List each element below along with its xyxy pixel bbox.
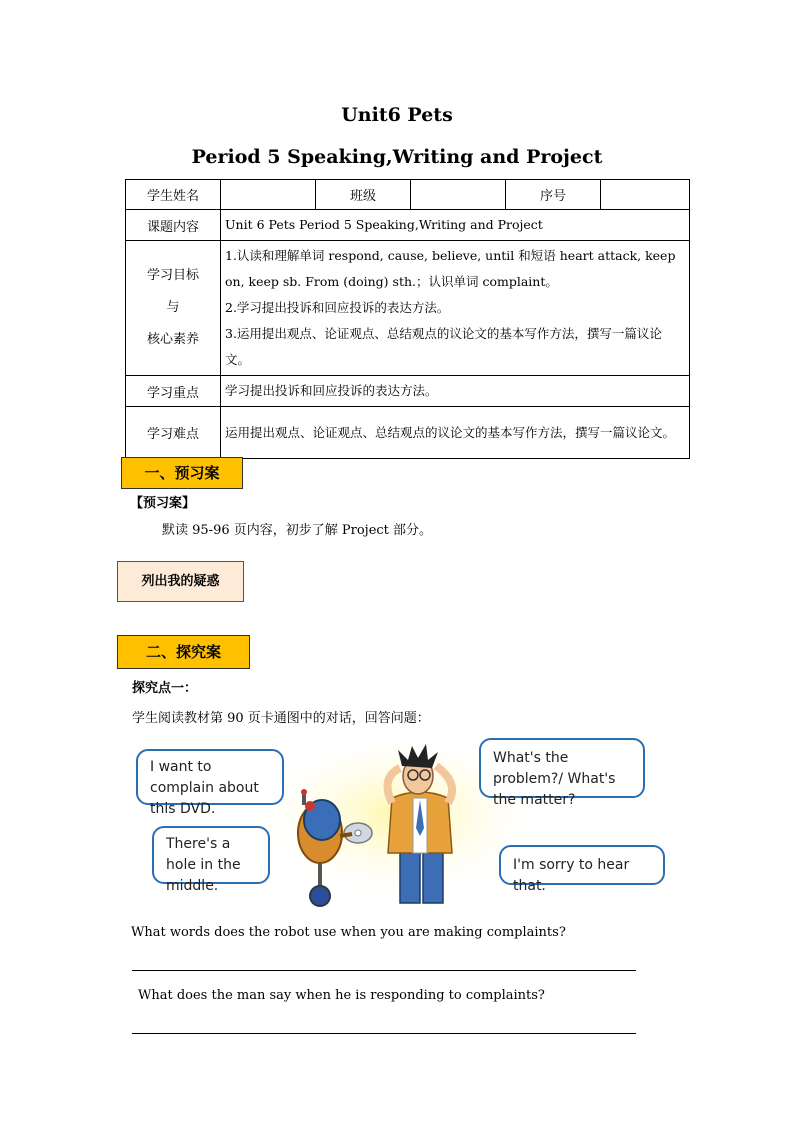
class-label: 班级 [316, 180, 411, 210]
key-points-label: 学习重点 [126, 376, 221, 407]
number-cell[interactable] [601, 180, 690, 210]
bubble-sorry [499, 845, 665, 894]
class-cell[interactable] [411, 180, 506, 210]
doubts-box[interactable]: 列出我的疑惑 [117, 561, 244, 602]
bubble-hole [152, 826, 270, 894]
name-label: 学生姓名 [126, 180, 221, 210]
bubble-complain-text: I want to complain about this DVD. [150, 759, 259, 817]
answer-line-1[interactable] [132, 970, 636, 971]
topic-label: 课题内容 [126, 210, 221, 241]
key-points-value: 学习提出投诉和回应投诉的表达方法。 [221, 376, 690, 407]
bubble-problem [479, 738, 645, 808]
goal-3: 3.运用提出观点、论证观点、总结观点的议论文的基本写作方法，撰写一篇议论文。 [225, 326, 662, 367]
goal-2: 2.学习提出投诉和回应投诉的表达方法。 [225, 300, 450, 315]
number-label: 序号 [506, 180, 601, 210]
goals-value [221, 241, 690, 376]
goals-label-line1: 学习目标 [146, 268, 199, 283]
name-cell[interactable] [221, 180, 316, 210]
answer-line-2[interactable] [132, 1033, 636, 1034]
inquiry-point: 探究点一： [132, 681, 198, 696]
lesson-info-table [125, 179, 690, 459]
page-subtitle: Period 5 Speaking,Writing and Project [191, 146, 603, 168]
difficulty-label: 学习难点 [126, 407, 221, 459]
preview-subheading: 【预习案】 [130, 496, 196, 511]
inquiry-instruction: 学生阅读教材第 90 页卡通图中的对话，回答问题： [132, 711, 430, 726]
bubble-sorry-text: I'm sorry to hear that. [513, 857, 630, 894]
question-1: What words does the robot use when you are making complaints? [131, 925, 566, 940]
goals-label-line2: 与 [166, 300, 180, 315]
bubble-complain [136, 749, 284, 817]
topic-value: Unit 6 Pets Period 5 Speaking,Writing and Project [221, 210, 690, 241]
page-title: Unit6 Pets [341, 104, 453, 126]
bubble-problem-text: What's the problem?/ What's the matter? [493, 750, 616, 808]
goals-label [126, 241, 221, 376]
goals-label-line3: 核心素养 [146, 332, 199, 347]
difficulty-value: 运用提出观点、论证观点、总结观点的议论文的基本写作方法，撰写一篇议论文。 [221, 407, 690, 459]
question-2: What does the man say when he is responding to complaints? [138, 988, 545, 1003]
bubble-hole-text: There's a hole in the middle. [166, 836, 241, 894]
section2-heading: 二、探究案 [117, 635, 250, 669]
section1-heading: 一、预习案 [121, 457, 243, 489]
preview-instruction: 默读 95-96 页内容，初步了解 Project 部分。 [162, 523, 433, 538]
goal-1: 1.认读和理解单词 respond, cause, believe, until 和短语 heart attack, keep on, keep sb. From (doing) sth.；认识单词 complaint。 [225, 248, 676, 289]
